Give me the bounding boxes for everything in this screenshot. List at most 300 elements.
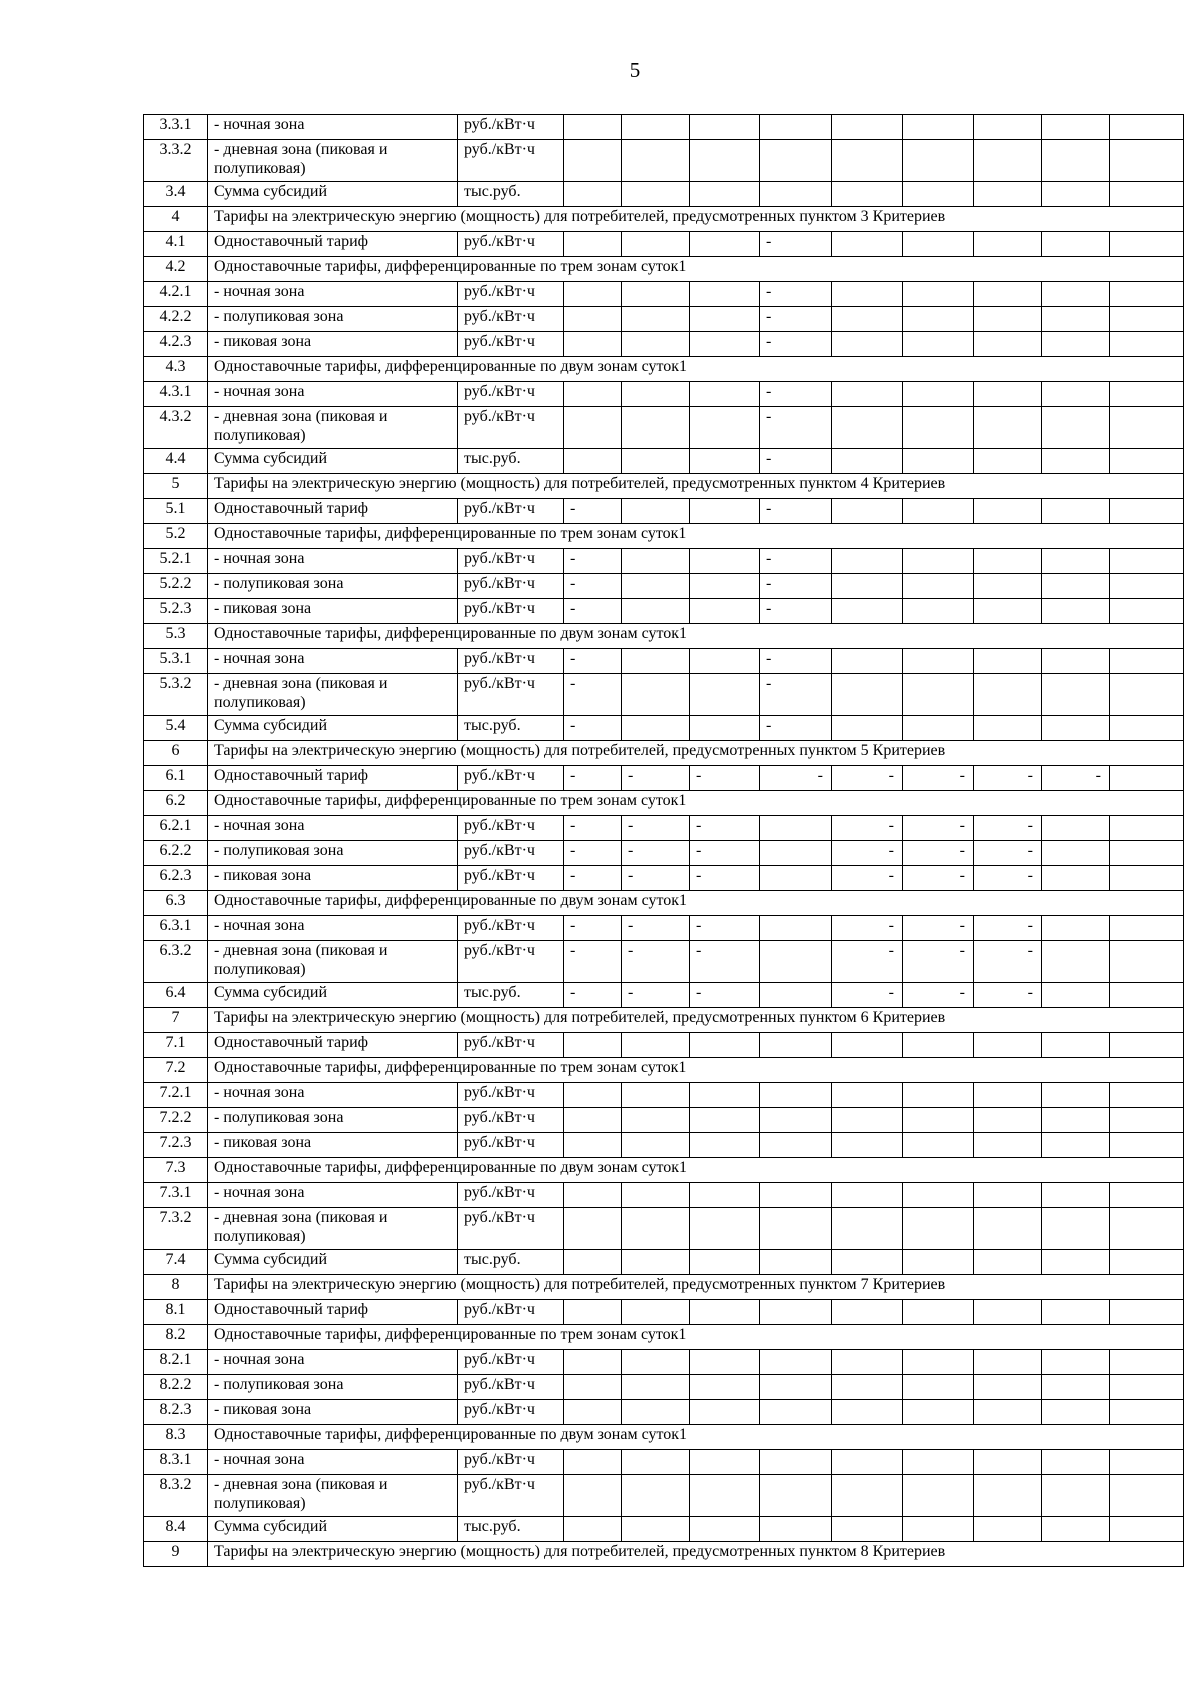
table-row (144, 232, 1184, 257)
row-unit: руб./кВт·ч (458, 549, 564, 574)
value-cell (903, 449, 974, 474)
value-cell (974, 232, 1042, 257)
section-row (144, 791, 1184, 816)
row-number: 5.3 (144, 624, 208, 649)
table-row (144, 282, 1184, 307)
row-unit: руб./кВт·ч (458, 1300, 564, 1325)
table-row (144, 307, 1184, 332)
value-cell (903, 182, 974, 207)
value-cell (903, 140, 974, 182)
value-cell (832, 1183, 903, 1208)
row-number: 6.4 (144, 983, 208, 1008)
value-cell: - (760, 674, 832, 716)
value-cell: - (690, 866, 760, 891)
value-cell (1042, 649, 1110, 674)
value-cell (832, 332, 903, 357)
value-cell (760, 115, 832, 140)
section-row (144, 257, 1184, 282)
value-cell: - (903, 866, 974, 891)
row-unit: руб./кВт·ч (458, 841, 564, 866)
value-cell (1042, 232, 1110, 257)
row-label: Сумма субсидий (208, 1250, 458, 1275)
value-cell (903, 382, 974, 407)
value-cell (1042, 1400, 1110, 1425)
value-cell (974, 1183, 1042, 1208)
value-cell (832, 140, 903, 182)
section-title: Одноставочные тарифы, дифференцированные по двум зонам суток1 (208, 1158, 1184, 1183)
value-cell (1110, 649, 1184, 674)
value-cell (974, 1083, 1042, 1108)
value-cell (1110, 716, 1184, 741)
value-cell (974, 1300, 1042, 1325)
table-row (144, 866, 1184, 891)
value-cell (974, 1400, 1042, 1425)
value-cell (564, 1350, 622, 1375)
value-cell: - (564, 499, 622, 524)
row-label: - ночная зона (208, 649, 458, 674)
value-cell (903, 1183, 974, 1208)
value-cell (832, 549, 903, 574)
table-row (144, 841, 1184, 866)
value-cell: - (690, 816, 760, 841)
value-cell: - (832, 841, 903, 866)
value-cell (564, 1300, 622, 1325)
row-number: 6.2.3 (144, 866, 208, 891)
value-cell (690, 1350, 760, 1375)
page-number: 5 (629, 58, 641, 82)
value-cell (622, 716, 690, 741)
row-unit: руб./кВт·ч (458, 649, 564, 674)
value-cell: - (564, 866, 622, 891)
value-cell (1042, 1300, 1110, 1325)
value-cell: - (760, 382, 832, 407)
value-cell: - (832, 983, 903, 1008)
section-title: Одноставочные тарифы, дифференцированные по двум зонам суток1 (208, 624, 1184, 649)
value-cell (832, 599, 903, 624)
value-cell (690, 1208, 760, 1250)
table-row (144, 1517, 1184, 1542)
value-cell (622, 1350, 690, 1375)
value-cell (622, 1183, 690, 1208)
value-cell (903, 549, 974, 574)
value-cell (903, 1300, 974, 1325)
value-cell (832, 674, 903, 716)
value-cell (1042, 1517, 1110, 1542)
table-row (144, 674, 1184, 716)
value-cell (974, 407, 1042, 449)
value-cell (1110, 866, 1184, 891)
value-cell (622, 1450, 690, 1475)
tariff-table (143, 114, 1184, 1567)
value-cell: - (564, 766, 622, 791)
row-unit: руб./кВт·ч (458, 1350, 564, 1375)
value-cell: - (622, 916, 690, 941)
value-cell (690, 1183, 760, 1208)
row-unit: руб./кВт·ч (458, 332, 564, 357)
value-cell (832, 382, 903, 407)
row-number: 8.3.2 (144, 1475, 208, 1517)
value-cell (1110, 407, 1184, 449)
value-cell (1042, 332, 1110, 357)
value-cell (690, 674, 760, 716)
value-cell (1110, 1183, 1184, 1208)
value-cell (1110, 1083, 1184, 1108)
table-row (144, 449, 1184, 474)
value-cell (622, 407, 690, 449)
value-cell (690, 1033, 760, 1058)
value-cell (1042, 841, 1110, 866)
row-label: Одноставочный тариф (208, 1033, 458, 1058)
row-unit: руб./кВт·ч (458, 1033, 564, 1058)
row-number: 8.2.2 (144, 1375, 208, 1400)
row-unit: руб./кВт·ч (458, 140, 564, 182)
value-cell: - (903, 841, 974, 866)
value-cell (1042, 115, 1110, 140)
value-cell (690, 282, 760, 307)
value-cell (622, 1475, 690, 1517)
row-label: - пиковая зона (208, 599, 458, 624)
value-cell (760, 1517, 832, 1542)
row-number: 7.4 (144, 1250, 208, 1275)
value-cell (622, 1250, 690, 1275)
row-number: 7.2.3 (144, 1133, 208, 1158)
row-label: - дневная зона (пиковая и полупиковая) (208, 941, 458, 983)
value-cell (564, 1133, 622, 1158)
value-cell (622, 1517, 690, 1542)
value-cell: - (564, 983, 622, 1008)
table-row (144, 1400, 1184, 1425)
value-cell (1110, 182, 1184, 207)
value-cell (622, 115, 690, 140)
value-cell (564, 140, 622, 182)
row-number: 7.3.2 (144, 1208, 208, 1250)
value-cell (1110, 674, 1184, 716)
table-row (144, 766, 1184, 791)
value-cell (974, 1517, 1042, 1542)
table-row (144, 1450, 1184, 1475)
row-label: Сумма субсидий (208, 716, 458, 741)
value-cell: - (974, 841, 1042, 866)
row-label: - ночная зона (208, 549, 458, 574)
value-cell (974, 1108, 1042, 1133)
table-row (144, 407, 1184, 449)
value-cell (832, 1375, 903, 1400)
row-unit: руб./кВт·ч (458, 674, 564, 716)
value-cell (974, 1033, 1042, 1058)
value-cell: - (974, 941, 1042, 983)
row-label: - ночная зона (208, 115, 458, 140)
value-cell (1042, 816, 1110, 841)
value-cell (690, 716, 760, 741)
value-cell (974, 449, 1042, 474)
value-cell (1042, 983, 1110, 1008)
section-row (144, 1325, 1184, 1350)
value-cell (760, 182, 832, 207)
section-row (144, 524, 1184, 549)
row-number: 7 (144, 1008, 208, 1033)
row-number: 7.2.1 (144, 1083, 208, 1108)
value-cell: - (760, 307, 832, 332)
row-number: 6.1 (144, 766, 208, 791)
value-cell (903, 649, 974, 674)
table-row (144, 1108, 1184, 1133)
value-cell: - (760, 449, 832, 474)
value-cell: - (622, 766, 690, 791)
row-label: - ночная зона (208, 1183, 458, 1208)
table-row (144, 1350, 1184, 1375)
value-cell (1042, 941, 1110, 983)
value-cell (903, 1033, 974, 1058)
row-unit: руб./кВт·ч (458, 1083, 564, 1108)
value-cell: - (760, 232, 832, 257)
section-row (144, 207, 1184, 232)
value-cell (1042, 182, 1110, 207)
value-cell (832, 1450, 903, 1475)
value-cell (690, 1475, 760, 1517)
value-cell (690, 1133, 760, 1158)
row-number: 8.1 (144, 1300, 208, 1325)
section-title: Одноставочные тарифы, дифференцированные по трем зонам суток1 (208, 524, 1184, 549)
value-cell (690, 499, 760, 524)
row-number: 8.3 (144, 1425, 208, 1450)
value-cell (1110, 232, 1184, 257)
value-cell (622, 1083, 690, 1108)
value-cell: - (974, 816, 1042, 841)
row-label: - полупиковая зона (208, 307, 458, 332)
value-cell (1110, 140, 1184, 182)
table-row (144, 941, 1184, 983)
table-row (144, 983, 1184, 1008)
value-cell (760, 816, 832, 841)
value-cell (903, 574, 974, 599)
row-label: Одноставочный тариф (208, 499, 458, 524)
row-number: 6.2.1 (144, 816, 208, 841)
row-number: 4.2 (144, 257, 208, 282)
value-cell (564, 1083, 622, 1108)
value-cell (1110, 1400, 1184, 1425)
row-label: Одноставочный тариф (208, 1300, 458, 1325)
value-cell (903, 332, 974, 357)
section-title: Одноставочные тарифы, дифференцированные по трем зонам суток1 (208, 1058, 1184, 1083)
value-cell (760, 866, 832, 891)
row-number: 3.3.2 (144, 140, 208, 182)
value-cell (832, 574, 903, 599)
row-label: - ночная зона (208, 816, 458, 841)
value-cell (564, 382, 622, 407)
row-label: - дневная зона (пиковая и полупиковая) (208, 674, 458, 716)
row-unit: руб./кВт·ч (458, 407, 564, 449)
value-cell (564, 1517, 622, 1542)
value-cell (832, 282, 903, 307)
row-number: 6.3 (144, 891, 208, 916)
row-label: - ночная зона (208, 916, 458, 941)
value-cell (690, 1400, 760, 1425)
value-cell (832, 716, 903, 741)
value-cell (1110, 766, 1184, 791)
value-cell (1110, 1475, 1184, 1517)
value-cell (832, 1133, 903, 1158)
value-cell: - (760, 332, 832, 357)
value-cell (903, 115, 974, 140)
value-cell (690, 307, 760, 332)
value-cell (690, 232, 760, 257)
value-cell (903, 716, 974, 741)
value-cell: - (622, 983, 690, 1008)
value-cell: - (690, 766, 760, 791)
row-unit: руб./кВт·ч (458, 1400, 564, 1425)
value-cell (832, 407, 903, 449)
row-unit: тыс.руб. (458, 182, 564, 207)
value-cell (1042, 1450, 1110, 1475)
value-cell (564, 1475, 622, 1517)
value-cell: - (622, 941, 690, 983)
value-cell (903, 307, 974, 332)
row-label: - дневная зона (пиковая и полупиковая) (208, 407, 458, 449)
section-title: Тарифы на электрическую энергию (мощность) для потребителей, предусмотренных пунктом 4 Критериев (208, 474, 1184, 499)
row-number: 5.4 (144, 716, 208, 741)
value-cell (760, 1450, 832, 1475)
row-unit: руб./кВт·ч (458, 766, 564, 791)
value-cell (832, 1208, 903, 1250)
value-cell (760, 1208, 832, 1250)
value-cell (690, 1083, 760, 1108)
value-cell (1110, 1300, 1184, 1325)
value-cell (1042, 407, 1110, 449)
value-cell (974, 1208, 1042, 1250)
value-cell: - (564, 941, 622, 983)
row-label: Сумма субсидий (208, 1517, 458, 1542)
value-cell (832, 499, 903, 524)
value-cell (832, 115, 903, 140)
value-cell (903, 599, 974, 624)
value-cell: - (760, 649, 832, 674)
row-unit: руб./кВт·ч (458, 816, 564, 841)
value-cell (760, 1250, 832, 1275)
value-cell (1110, 282, 1184, 307)
table-row (144, 1033, 1184, 1058)
row-number: 4.2.2 (144, 307, 208, 332)
value-cell: - (622, 866, 690, 891)
row-unit: руб./кВт·ч (458, 1183, 564, 1208)
value-cell (1110, 1450, 1184, 1475)
value-cell (1042, 1033, 1110, 1058)
row-number: 9 (144, 1542, 208, 1567)
row-number: 6.3.2 (144, 941, 208, 983)
value-cell (622, 449, 690, 474)
row-number: 4.2.1 (144, 282, 208, 307)
value-cell (622, 1133, 690, 1158)
value-cell: - (760, 407, 832, 449)
value-cell (564, 232, 622, 257)
value-cell (622, 1108, 690, 1133)
table-row (144, 115, 1184, 140)
table-row (144, 382, 1184, 407)
value-cell (622, 649, 690, 674)
row-number: 8 (144, 1275, 208, 1300)
value-cell (1042, 1350, 1110, 1375)
value-cell (974, 307, 1042, 332)
value-cell (832, 1108, 903, 1133)
value-cell: - (903, 916, 974, 941)
value-cell: - (974, 983, 1042, 1008)
table-row (144, 1300, 1184, 1325)
value-cell (1110, 332, 1184, 357)
row-number: 7.3.1 (144, 1183, 208, 1208)
value-cell (832, 1083, 903, 1108)
value-cell: - (832, 941, 903, 983)
section-row (144, 1542, 1184, 1567)
value-cell (690, 382, 760, 407)
value-cell: - (564, 816, 622, 841)
value-cell: - (690, 941, 760, 983)
value-cell: - (564, 599, 622, 624)
row-unit: тыс.руб. (458, 1250, 564, 1275)
value-cell (622, 382, 690, 407)
value-cell: - (903, 983, 974, 1008)
row-number: 6.2.2 (144, 841, 208, 866)
value-cell (690, 649, 760, 674)
value-cell (622, 1400, 690, 1425)
value-cell (760, 1375, 832, 1400)
row-label: - дневная зона (пиковая и полупиковая) (208, 1208, 458, 1250)
value-cell (832, 1400, 903, 1425)
value-cell (1042, 599, 1110, 624)
value-cell (903, 1108, 974, 1133)
value-cell (1110, 599, 1184, 624)
value-cell (760, 1108, 832, 1133)
row-unit: руб./кВт·ч (458, 1108, 564, 1133)
row-unit: руб./кВт·ч (458, 1475, 564, 1517)
value-cell (1042, 1183, 1110, 1208)
table-row (144, 332, 1184, 357)
value-cell: - (564, 916, 622, 941)
row-number: 6.3.1 (144, 916, 208, 941)
value-cell (564, 282, 622, 307)
row-label: Одноставочный тариф (208, 766, 458, 791)
value-cell (974, 332, 1042, 357)
value-cell: - (974, 916, 1042, 941)
value-cell (564, 332, 622, 357)
value-cell (690, 115, 760, 140)
value-cell (1042, 1108, 1110, 1133)
value-cell (1042, 449, 1110, 474)
value-cell (760, 140, 832, 182)
value-cell (974, 1475, 1042, 1517)
value-cell (622, 1208, 690, 1250)
table-row (144, 916, 1184, 941)
value-cell (903, 499, 974, 524)
value-cell: - (760, 766, 832, 791)
value-cell (564, 449, 622, 474)
value-cell (832, 232, 903, 257)
row-unit: руб./кВт·ч (458, 1208, 564, 1250)
value-cell (1110, 916, 1184, 941)
row-label: - ночная зона (208, 1083, 458, 1108)
value-cell (760, 983, 832, 1008)
value-cell (760, 1350, 832, 1375)
row-unit: тыс.руб. (458, 716, 564, 741)
table-row (144, 1083, 1184, 1108)
row-unit: тыс.руб. (458, 1517, 564, 1542)
row-unit: руб./кВт·ч (458, 941, 564, 983)
value-cell (1042, 382, 1110, 407)
value-cell (974, 382, 1042, 407)
value-cell: - (622, 816, 690, 841)
row-label: - полупиковая зона (208, 574, 458, 599)
row-number: 8.2.3 (144, 1400, 208, 1425)
row-label: - дневная зона (пиковая и полупиковая) (208, 1475, 458, 1517)
value-cell (564, 407, 622, 449)
